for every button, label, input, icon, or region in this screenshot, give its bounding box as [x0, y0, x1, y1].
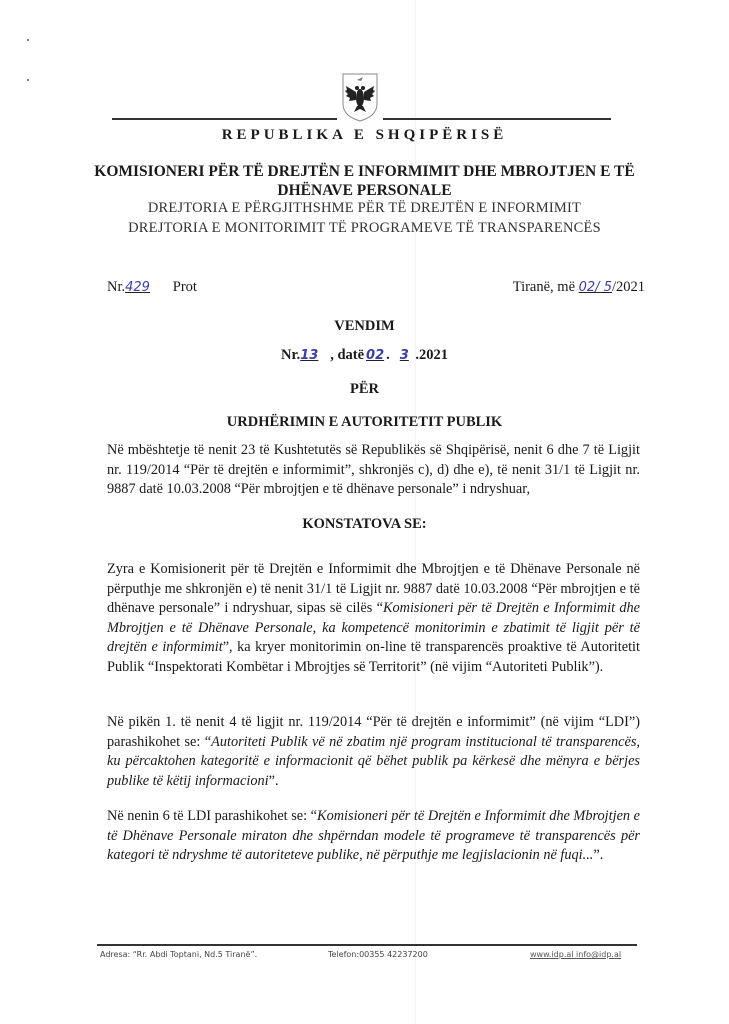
p1-quote: Komisioneri për të Drejtën e Informimit dhe Mbrojtjen e të Dhënave Personale, ka kompetencë monitorimin e zbatimit të ligjit për të drejtën e informimit — [107, 600, 640, 655]
decision-nr-label: Nr. — [281, 347, 301, 363]
decision-date-label: , datë — [330, 347, 365, 363]
place-label: Tiranë, më — [512, 279, 576, 295]
decision-nr-handwritten: 13 — [300, 348, 319, 363]
legal-basis-paragraph: Në mbështetje të nenit 23 të Kushtetutës së Republikës së Shqipërisë, nenit 6 dhe 7 të Ligjit nr. 119/2014 “Për të drejtën e informimit”, shkronjës c), d) dhe e), të nenit 31/1 të Ligjit nr. 9887 datë 10.03.2008 “Për mbrojtjen e të dhënave personale” i ndryshuar, — [107, 442, 640, 497]
decision-month-handwritten: 3 — [399, 348, 409, 363]
protocol-date — [513, 279, 645, 296]
protocol-nr-label: Nr. — [107, 279, 126, 295]
p3-quote: Komisioneri për të Drejtën e Informimit dhe Mbrojtjen e të Dhënave Personale miraton dhe shpërndan modele të programeve të transparencës për kategori të ndryshme të autoriteteve publike, në përputhje me legjislacionin në fuqi... — [107, 808, 640, 863]
findings-paragraph-1 — [107, 560, 640, 677]
scan-fold-line — [415, 0, 416, 1024]
p1-text-end: ”, ka kryer monitorimin on-line të transparencës proaktive të Autoritetit Publik “Inspektorati Kombëtar i Mbrojtjes së Territorit” (në vijim “Autoriteti Publik”). — [107, 639, 640, 675]
protocol-nr-handwritten: 429 — [125, 280, 150, 295]
decision-title: VENDIM — [334, 318, 395, 334]
p2-text: Në pikën 1. të nenit 4 të ligjit nr. 119/2014 “Për të drejtën e informimit” (në vijim “LDI”) parashikohet se: “ — [107, 714, 640, 750]
footer-address: Adresa: “Rr. Abdi Toptani, Nd.5 Tiranë”. — [100, 950, 258, 959]
footer-website-link[interactable]: www.idp.al info@idp.al — [530, 950, 622, 959]
institution-heading: KOMISIONERI PËR TË DREJTËN E INFORMIMIT DHE MBROJTJEN E TË DHËNAVE PERSONALE — [94, 163, 635, 199]
header-rule-left — [112, 118, 337, 120]
decision-year: .2021 — [415, 347, 448, 363]
directorate-monitoring: DREJTORIA E MONITORIMIT TË PROGRAMEVE TË TRANSPARENCËS — [128, 220, 601, 236]
p3-text: Në nenin 6 të LDI parashikohet se: “ — [107, 808, 318, 824]
findings-paragraph-3 — [107, 807, 640, 866]
decision-day-handwritten: 02 — [366, 348, 385, 363]
p2-quote: Autoriteti Publik vë në zbatim një program institucional të transparencës, ku përcaktohen kategoritë e informacionit që bëhet publik pa kërkesë dhe mënyra e bërjes publike të këtij informacioni — [107, 733, 640, 789]
albania-coat-of-arms-icon — [341, 72, 379, 122]
decision-subject: URDHËRIMIN E AUTORITETIT PUBLIK — [226, 414, 503, 430]
decision-per: PËR — [350, 381, 379, 397]
p1-text: Zyra e Komisionerit për të Drejtën e Informimit dhe Mbrojtjen e të Dhënave Personale në përputhje me shkronjën e) të nenit 31/1 të Ligjit nr. 9887 datë 10.03.2008 “Për mbrojtjen e të dhënave personale” i ndryshuar, sipas së cilës “ — [107, 561, 640, 616]
protocol-number — [107, 279, 197, 296]
findings-paragraph-2 — [107, 713, 640, 791]
scan-speck — [27, 39, 29, 41]
country-heading: REPUBLIKA E SHQIPËRISË — [221, 127, 508, 143]
decision-number-line: Nr.13 , datë 02 . 3 .2021 — [281, 347, 448, 363]
protocol-date-handwritten: 02/ 5 — [578, 280, 612, 295]
protocol-year: /2021 — [611, 279, 645, 295]
scan-speck — [27, 79, 29, 81]
protocol-prot-label: Prot — [172, 279, 197, 295]
footer-rule — [97, 944, 637, 946]
header-rule-right — [383, 118, 611, 120]
p3-text-end: ”. — [593, 847, 604, 863]
footer-phone: Telefon:00355 42237200 — [328, 950, 428, 959]
findings-heading: KONSTATOVA SE: — [302, 516, 427, 532]
directorate-general: DREJTORIA E PËRGJITHSHME PËR TË DREJTËN E INFORMIMIT — [147, 200, 582, 216]
p2-text-end: ”. — [268, 772, 279, 789]
